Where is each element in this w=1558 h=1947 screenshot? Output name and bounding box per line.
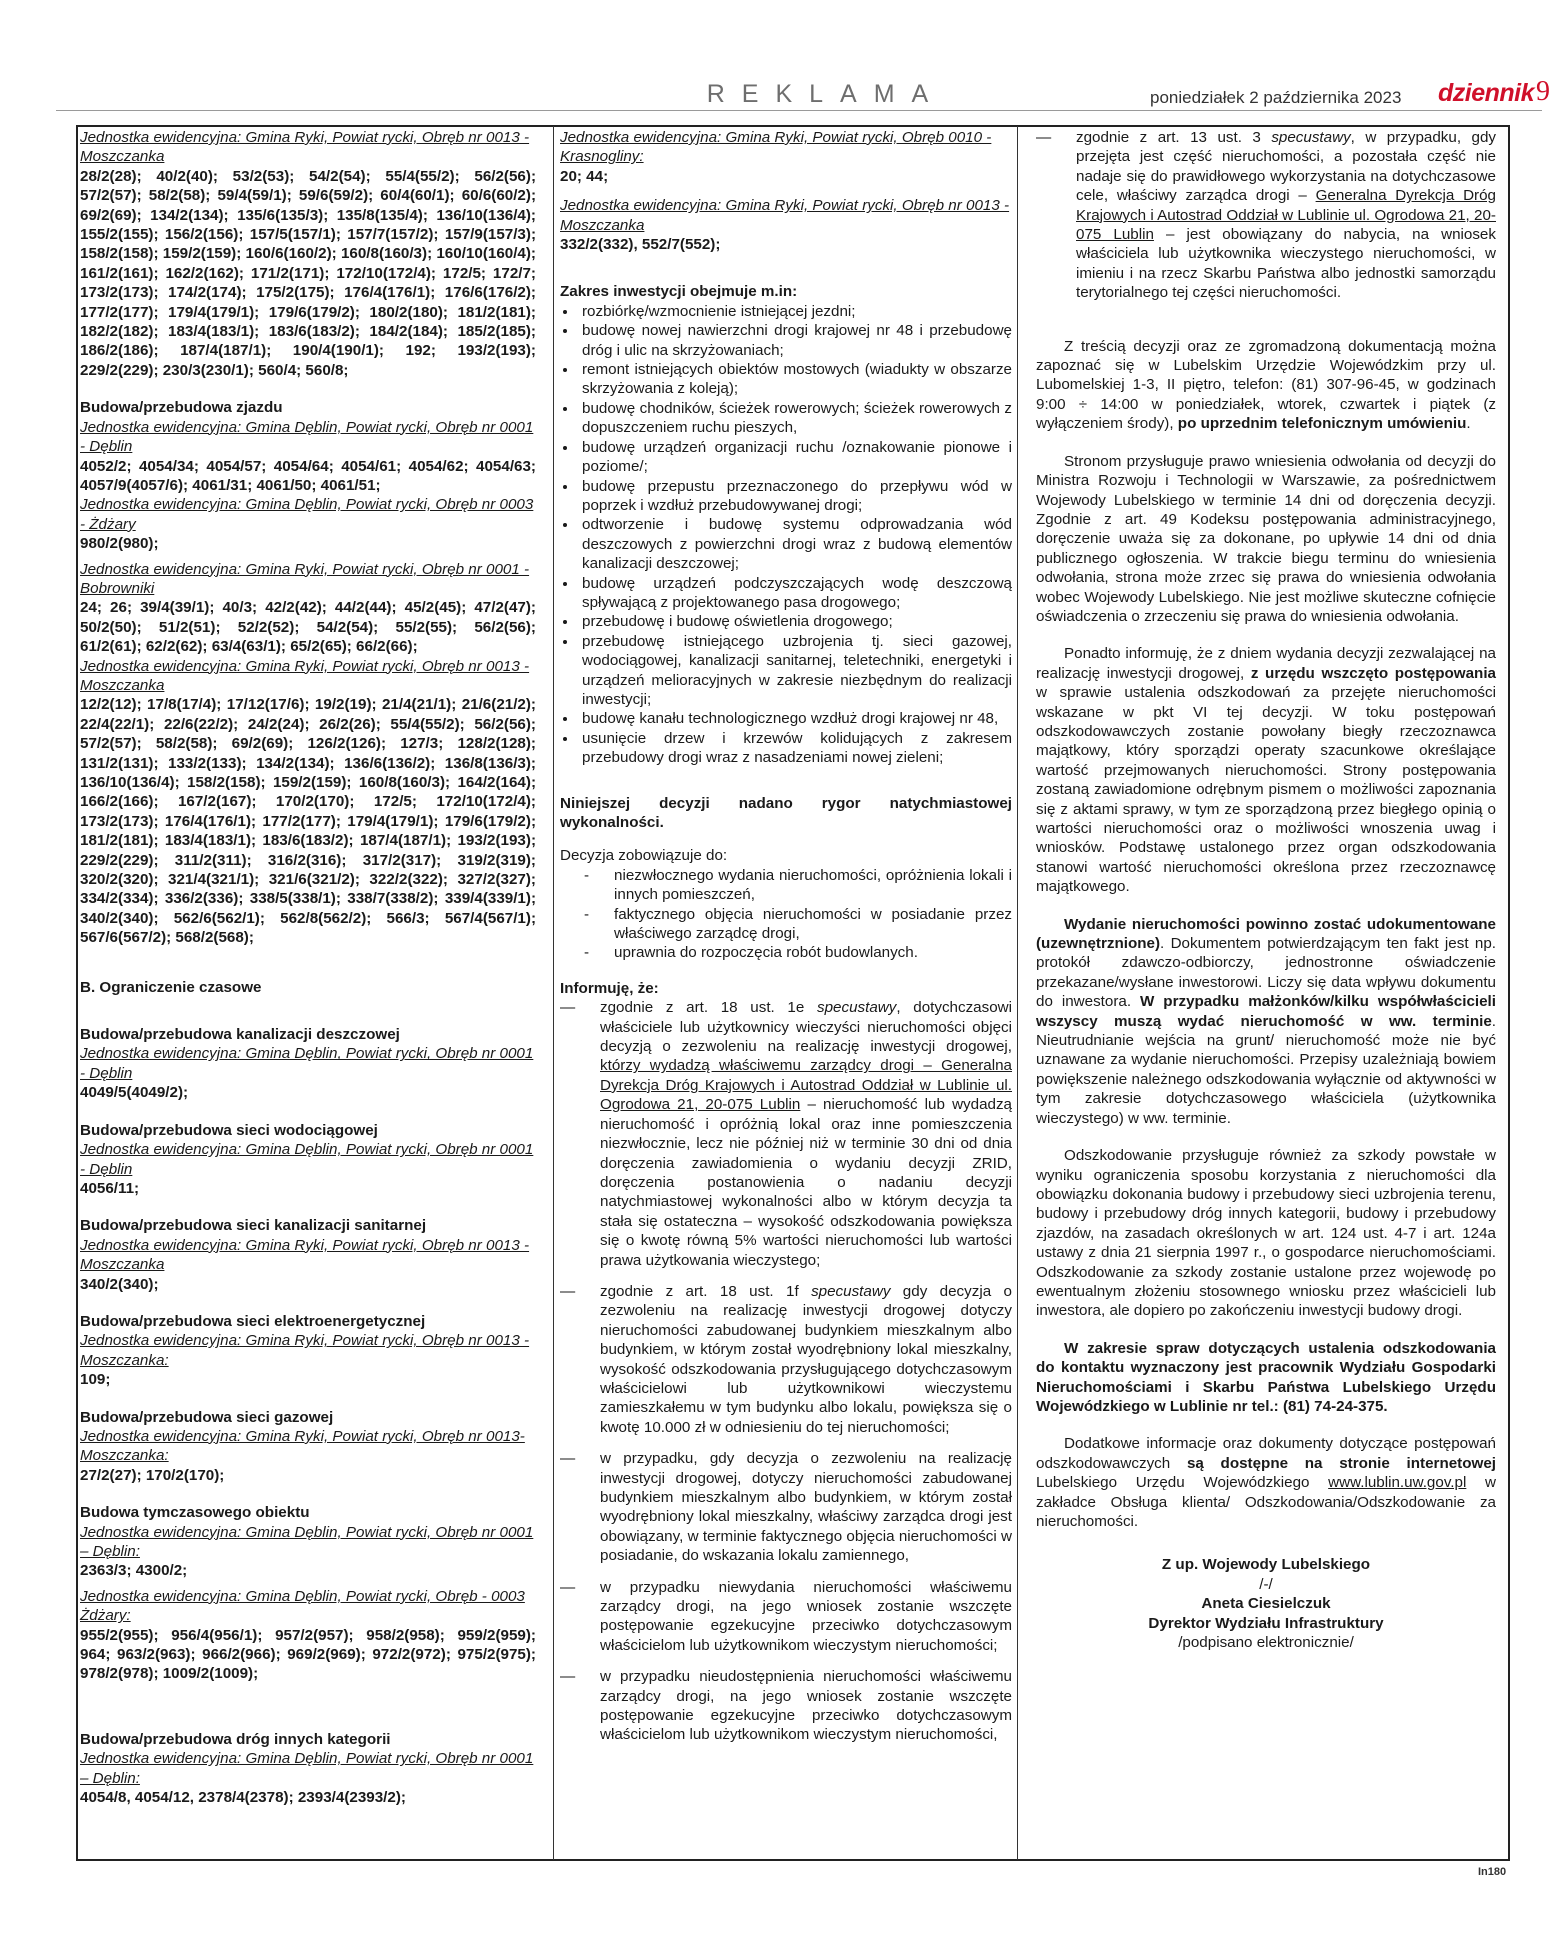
list-item: • rozbiórkę/wzmocnienie istniejącej jezdni; <box>578 302 1012 321</box>
page-header <box>56 76 1550 110</box>
plot-list: 2363/3; 4300/2; <box>80 1562 188 1580</box>
page-number: 9 <box>1536 76 1550 107</box>
land-unit: Jednostka ewidencyjna: Gmina Ryki, Powiat rycki, Obręb nr 0013 - Moszczanka <box>560 197 1010 234</box>
works-title: Budowa/przebudowa zjazdu <box>80 399 283 417</box>
plot-list: 4056/11; <box>80 1179 140 1197</box>
list-item: — zgodnie z art. 18 ust. 1f specustawy gdy decyzja o zezwoleniu na realizację inwestycji drogowej dotyczy nieruchomości zabudowanej budynkiem mieszkalnym albo budynkiem, w którym został wyodrębniony lokal mieszkalny, wysokość odszkodowania przysługującego dotychczasowym właścicielowi lub użytkownikowi wieczystemu zamieszkałemu w tym budynku albo lokalu, powiększa się o kwotę 10.000 zł w odniesieniu do tej nieruchomości; <box>560 1282 1012 1437</box>
list-item: — zgodnie z art. 13 ust. 3 specustawy, w przypadku, gdy przejęta jest część nieruchomości, a pozostała część nie nadaje się do prawidłowego wykorzystania na dotychczasowe cele, właściwy zarządca drogi – Generalna Dyrekcja Dróg Krajowych i Autostrad Oddział w Lublinie ul. Ogrodowa 21, 20-075 Lublin – jest obowiązany do nabycia, na wniosek właściciela lub użytkownika wieczystego nieruchomości, w imieniu i na rzecz Skarbu Państwa albo jednostki samorządu terytorialnego tej części nieruchomości. <box>1036 128 1496 303</box>
land-unit: Jednostka ewidencyjna: Gmina Ryki, Powiat rycki, Obręb nr 0013 - Moszczanka: <box>80 1332 530 1369</box>
works-title: Budowa/przebudowa sieci elektroenergetycznej <box>80 1312 426 1330</box>
plot-list: 955/2(955); 956/4(956/1); 957/2(957); 958/2(958); 959/2(959); 964; 963/2(963); 966/2(966); 969/2(969); 972/2(972); 975/2(975); 978/2(978); 1009/2(1009); <box>80 1626 536 1683</box>
land-unit: Jednostka ewidencyjna: Gmina Ryki, Powiat rycki, Obręb nr 0013 - Moszczanka <box>80 129 530 166</box>
column-divider <box>553 126 554 1860</box>
works-title: Budowa/przebudowa sieci gazowej <box>80 1408 334 1426</box>
list-item: • budowę chodników, ścieżek rowerowych; ścieżek rowerowych z dopuszczeniem ruchu pieszych, <box>578 399 1012 438</box>
paragraph-damages: Odszkodowanie przysługuje również za szkody powstałe w wyniku ograniczenia sposobu korzystania z nieruchomości dla obowiązku dokonania budowy i przebudowy sieci uzbrojenia terenu, budowy i przebudowy dróg innych kategorii, budowy i przebudowy zjazdów, na zasadach określonych w art. 124 ust. 4-7 i art. 124a ustawy z dnia 21 sierpnia 1997 r., o gospodarce nieruchomościami. Odszkodowanie za szkody zostanie ustalone przez wojewodę po ewentualnym złożeniu stosownego wniosku przez właścicieli lub inwestora, ale dopiero po zakończeniu inwestycji budowy drogi. <box>1036 1147 1496 1320</box>
plot-list: 20; 44; <box>560 167 609 185</box>
paragraph-contact: W zakresie spraw dotyczących ustalenia odszkodowania do kontaktu wyznaczony jest pracownik Wydziału Gospodarki Nieruchomościami i Skarbu Państwa Lubelskiego Urzędu Wojewódzkiego w Lublinie nr tel.: (81) 74-24-375. <box>1036 1339 1496 1415</box>
paragraph-appeal: Stronom przysługuje prawo wniesienia odwołania od decyzji do Ministra Rozwoju i Technologii w Warszawie, za pośrednictwem Wojewody Lubelskiego w terminie 14 dni od doręczenia decyzji. Zgodnie z art. 49 Kodeksu postępowania administracyjnego, doręczenie uważa się za dokonane, po upływie 14 dni od dnia publicznego ogłoszenia. W trakcie biegu terminu do wniesienia odwołania, strona może zrzec się prawa do wniesienia odwołania wobec Wojewody Lubelskiego. Nie jest możliwe skuteczne cofnięcie oświadczenia o zrzeczeniu się prawa do wniesienia odwołania. <box>1036 452 1496 625</box>
issue-date: poniedziałek 2 października 2023 <box>1150 88 1402 107</box>
info-heading: Informuję, że: <box>560 979 659 997</box>
land-unit: Jednostka ewidencyjna: Gmina Ryki, Powiat rycki, Obręb nr 0013- Moszczanka: <box>80 1427 525 1465</box>
list-item: • przebudowę i budowę oświetlenia drogowego; <box>578 612 1012 631</box>
list-item: — w przypadku, gdy decyzja o zezwoleniu na realizację inwestycji drogowej, dotyczy nieruchomości zabudowanej budynkiem mieszkalnym albo budynkiem, w którym został wyodrębniony lokal mieszkalny, właściwy zarządca drogi jest obowiązany, w terminie faktycznego objęcia nieruchomości w posiadanie, do wskazania lokalu zamiennego, <box>560 1449 1012 1565</box>
plot-list: 340/2(340); <box>80 1275 159 1293</box>
land-unit: Jednostka ewidencyjna: Gmina Dęblin, Powiat rycki, Obręb nr 0001 - Dęblin <box>80 1141 534 1178</box>
plot-list: 980/2(980); <box>80 535 159 553</box>
column-2 <box>560 128 1012 1757</box>
column-divider <box>1017 126 1018 1860</box>
list-item: • usunięcie drzew i krzewów kolidujących z zakresem przebudowy drogi wraz z nasadzeniami nowej zieleni; <box>578 729 1012 768</box>
list-item: - niezwłocznego wydania nieruchomości, opróżnienia lokali i innych pomieszczeń, <box>560 866 1012 905</box>
list-item: • budowę urządzeń podczyszczających wodę deszczową spływającą z projektowanego pasa drogowego; <box>578 574 1012 613</box>
list-item: — w przypadku niewydania nieruchomości właściwemu zarządcy drogi, na jego wniosek zostanie wszczęte postępowanie egzekucyjne przeciwko dotychczasowym właścicielom lub użytkownikom wieczystym nieruchomości; <box>560 1578 1012 1656</box>
list-item: • budowę przepustu przeznaczonego do przepływu wód w poprzek i wzdłuż przebudowywanej drogi; <box>578 477 1012 516</box>
signature-block: Z up. Wojewody Lubelskiego /-/ Aneta Ciesielczuk Dyrektor Wydziału Infrastruktury /podpisano elektronicznie/ <box>1148 1556 1384 1652</box>
list-item: • budowę nowej nawierzchni drogi krajowej nr 48 i przebudowę dróg i ulic na skrzyżowaniach; <box>578 321 1012 360</box>
list-item: • odtworzenie i budowę systemu odprowadzania wód deszczowych z powierzchni drogi wraz z budową elementów kanalizacji deszczowej; <box>578 515 1012 573</box>
section-label: REKLAMA <box>706 80 946 108</box>
plot-list: 12/2(12); 17/8(17/4); 17/12(17/6); 19/2(19); 21/4(21/1); 21/6(21/2); 22/4(22/1); 22/6(22/2); 24/2(24); 26/2(26); 55/4(55/2); 56/2(56); 57/2(57); 58/2(58); 69/2(69); 126/2(126); 127/3; 128/2(128); 131/2(131); 133/2(133); 134/2(134); 136/6(136/2); 136/8(136/3); 136/10(136/4); 158/2(158); 159/2(159); 160/8(160/3); 164/2(164); 166/2(166); 167/2(167); 170/2(170); 172/5; 172/10(172/4); 173/2(173); 176/4(176/1); 177/2(177); 179/4(179/1); 179/6(179/2); 181/2(181); 183/4(183/1); 183/6(183/2); 187/4(187/1); 193/2(193); 229/2(229); 311/2(311); 316/2(316); 317/2(317); 319/2(319); 320/2(320); 321/4(321/1); 321/6(321/2); 322/2(322); 327/2(327); 334/2(334); 336/2(336); 338/5(338/1); 338/7(338/2); 339/4(339/1); 340/2(340); 562/6(562/1); 562/8(562/2); 566/3; 567/4(567/1); 567/6(567/2); 568/2(568); <box>80 696 536 947</box>
paragraph-documentation: Z treścią decyzji oraz ze zgromadzoną dokumentacją można zapoznać się w Lubelskim Urzędzie Wojewódzkim przy ul. Lubomelskiej 1-3, II piętro, telefon: (81) 307-96-45, w godzinach 9:00 ÷ 14:00 w poniedziałek, wtorek, czwartek i piątek (z wyłączeniem środy), po uprzednim telefonicznym umówieniu. <box>1036 337 1496 433</box>
paragraph-handover: Wydanie nieruchomości powinno zostać udokumentowane (uzewnętrznione). Dokumentem potwierdzającym ten fakt jest np. protokół zdawczo-odbiorczy, jednostronne oświadczenie przekazane/wysłane inwestorowi. Liczy się data wpływu dokumentu do inwestora. W przypadku małżonków/kilku współwłaścicieli wszyscy muszą wydać nieruchomość w ww. terminie. Nieutrudnianie wejścia na grunt/ nieruchomość może nie być uznawane za wydanie nieruchomości. Przepisy uzależniają bowiem powiększenie należnego odszkodowania wyłącznie od aktywności w tym zakresie dotychczasowego właściciela (użytkownika wieczystego) w ww. terminie. <box>1036 915 1496 1127</box>
obligations-intro: Decyzja zobowiązuje do: <box>560 847 728 865</box>
rygor-statement: Niniejszej decyzji nadano rygor natychmiastowej wykonalności. <box>560 794 1012 831</box>
plot-list: 4054/8, 4054/12, 2378/4(2378); 2393/4(2393/2); <box>80 1789 406 1807</box>
header-rule <box>56 110 1542 111</box>
list-item: — zgodnie z art. 18 ust. 1e specustawy, dotychczasowi właściciele lub użytkownicy wieczyści nieruchomości objęci decyzją o zezwoleniu na realizację inwestycji drogowej, którzy wydadzą właściwemu zarządcy drogi – Generalna Dyrekcja Dróg Krajowych i Autostrad Oddział w Lublinie ul. Ogrodowa 21, 20-075 Lublin – nieruchomość lub wydadzą nieruchomość i opróżnią lokal oraz inne pomieszczenia niezwłocznie, lecz nie później niż w terminie 30 dni od dnia doręczenia zawiadomienia o wydaniu decyzji ZRID, doręczenia postanowienia o nadaniu decyzji natychmiastowej wykonalności albo w którym decyzja ta stała się ostateczna – wysokość odszkodowania powiększa się o kwotę równą 5% wartości nieruchomości lub wartości prawa użytkowania wieczystego; <box>560 998 1012 1270</box>
section-heading: B. Ograniczenie czasowe <box>80 978 262 996</box>
list-item: • przebudowę istniejącego uzbrojenia tj. sieci gazowej, wodociągowej, kanalizacji sanitarnej, teletechniki, energetyki i urządzeń melioracyjnych w zakresie niezbędnym do realizacji inwestycji; <box>578 632 1012 710</box>
website-link[interactable]: www.lublin.uw.gov.pl <box>1328 1474 1467 1492</box>
info-list <box>560 998 1012 1745</box>
list-item: — w przypadku nieudostępnienia nieruchomości właściwemu zarządcy drogi, na jego wniosek zostanie wszczęte postępowanie egzekucyjne przeciwko dotychczasowym właścicielom lub użytkownikom wieczystym nieruchomości, <box>560 1667 1012 1745</box>
plot-list: 27/2(27); 170/2(170); <box>80 1466 225 1484</box>
scope-list <box>560 302 1012 768</box>
paragraph-additional-info: Dodatkowe informacje oraz dokumenty dotyczące postępowań odszkodowawczych są dostępne na stronie internetowej Lubelskiego Urzędu Wojewódzkiego www.lublin.uw.gov.pl w zakładce Obsługa klienta/ Odszkodowania/Odszkodowanie za nieruchomości. <box>1036 1435 1496 1530</box>
works-title: Budowa/przebudowa sieci kanalizacji sanitarnej <box>80 1217 427 1235</box>
scope-heading: Zakres inwestycji obejmuje m.in: <box>560 283 798 301</box>
list-item: - faktycznego objęcia nieruchomości w posiadanie przez właściwego zarządcę drogi, <box>560 905 1012 944</box>
list-item: • remont istniejących obiektów mostowych (wiadukty w obszarze skrzyżowania z koleją); <box>578 360 1012 399</box>
land-unit: Jednostka ewidencyjna: Gmina Dęblin, Powiat rycki, Obręb nr 0001 - Dęblin <box>80 418 534 456</box>
plot-list: 24; 26; 39/4(39/1); 40/3; 42/2(42); 44/2(44); 45/2(45); 47/2(47); 50/2(50); 51/2(51); 52/2(52); 54/2(54); 55/2(55); 56/2(56); 61/2(61); 62/2(62); 63/4(63/1); 65/2(65); 66/2(66); <box>80 599 536 656</box>
land-unit: Jednostka ewidencyjna: Gmina Dęblin, Powiat rycki, Obręb - 0003 Żdżary: <box>80 1587 525 1625</box>
plot-list: 28/2(28); 40/2(40); 53/2(53); 54/2(54); 55/4(55/2); 56/2(56); 57/2(57); 58/2(58); 59/4(59/1); 59/6(59/2); 60/4(60/1); 60/6(60/2); 69/2(69); 134/2(134); 135/6(135/3); 135/8(135/4); 136/10(136/4); 155/2(155); 156/2(156); 157/5(157/1); 157/7(157/2); 157/9(157/3); 158/2(158); 159/2(159); 160/6(160/2); 160/8(160/3); 160/10(160/4); 161/2(161); 162/2(162); 171/2(171); 172/10(172/4); 172/5; 172/7; 173/2(173); 174/2(174); 175/2(175); 176/4(176/1); 176/6(176/2); 177/2(177); 179/4(179/1); 179/6(179/2); 180/2(180); 181/2(181); 182/2(182); 183/4(183/1); 183/6(183/2); 184/2(184); 185/2(185); 186/2(186); 187/4(187/1); 190/4(190/1); 192; 193/2(193); 229/2(229); 230/3(230/1); 560/4; 560/8; <box>80 167 536 379</box>
land-unit: Jednostka ewidencyjna: Gmina Ryki, Powiat rycki, Obręb nr 0013 - Moszczanka <box>80 657 530 694</box>
land-unit: Jednostka ewidencyjna: Gmina Dęblin, Powiat rycki, Obręb nr 0001 - Dęblin <box>80 1045 534 1082</box>
plot-list: 332/2(332), 552/7(552); <box>560 236 721 254</box>
works-title: Budowa/przebudowa dróg innych kategorii <box>80 1730 391 1748</box>
list-item: • budowę kanału technologicznego wzdłuż drogi krajowej nr 48, <box>578 709 1012 728</box>
ad-code: In180 <box>1478 1866 1507 1878</box>
info-list-continued <box>1036 128 1496 303</box>
works-title: Budowa/przebudowa sieci wodociągowej <box>80 1121 378 1139</box>
land-unit: Jednostka ewidencyjna: Gmina Dęblin, Powiat rycki, Obręb nr 0001 – Dęblin: <box>80 1523 534 1560</box>
works-title: Budowa/przebudowa kanalizacji deszczowej <box>80 1026 400 1044</box>
plot-list: 109; <box>80 1371 111 1389</box>
obligations-list <box>560 866 1012 963</box>
column-3 <box>1036 128 1496 1652</box>
list-item: • budowę urządzeń organizacji ruchu /oznakowanie pionowe i poziome/; <box>578 438 1012 477</box>
plot-list: 4049/5(4049/2); <box>80 1084 189 1102</box>
land-unit: Jednostka ewidencyjna: Gmina Ryki, Powiat rycki, Obręb 0010 - Krasnogliny: <box>560 129 992 166</box>
land-unit: Jednostka ewidencyjna: Gmina Ryki, Powiat rycki, Obręb nr 0001 - Bobrowniki <box>80 560 530 597</box>
paragraph-compensation: Ponadto informuję, że z dniem wydania decyzji zezwalającej na realizację inwestycji drogowej, z urzędu wszczęto postępowania w sprawie ustalenia odszkodowań za przejęte nieruchomości wskazane w pkt VI tej decyzji. W toku postępowań odszkodowawczych zostanie powołany biegły rzeczoznawca majątkowy, który sporządzi operaty szacunkowe określające wartość przejmowanych nieruchomości. Strony postępowania zostaną zawiadomione odrębnym pismem o możliwości zapoznania się z aktami sprawy, w tym ze sporządzoną przez biegłego opinią o wartości nieruchomości oraz o możliwości wnoszenia uwag i wniosków. Podstawę ustalonego przez organ odszkodowania stanowi wartość nieruchomości określona przez rzeczoznawcę majątkowego. <box>1036 645 1496 896</box>
land-unit: Jednostka ewidencyjna: Gmina Dęblin, Powiat rycki, Obręb nr 0001 – Dęblin: <box>80 1750 534 1787</box>
land-unit: Jednostka ewidencyjna: Gmina Ryki, Powiat rycki, Obręb nr 0013 - Moszczanka <box>80 1236 530 1274</box>
works-title: Budowa tymczasowego obiektu <box>80 1504 310 1522</box>
column-1 <box>80 128 536 1807</box>
plot-list: 4052/2; 4054/34; 4054/57; 4054/64; 4054/61; 4054/62; 4054/63; 4057/9(4057/6); 4061/31; 4061/50; 4061/51; <box>80 457 536 494</box>
newspaper-logo: dziennik <box>1438 79 1535 107</box>
list-item: - uprawnia do rozpoczęcia robót budowlanych. <box>560 943 1012 962</box>
land-unit: Jednostka ewidencyjna: Gmina Dęblin, Powiat rycki, Obręb nr 0003 - Żdżary <box>80 496 534 533</box>
